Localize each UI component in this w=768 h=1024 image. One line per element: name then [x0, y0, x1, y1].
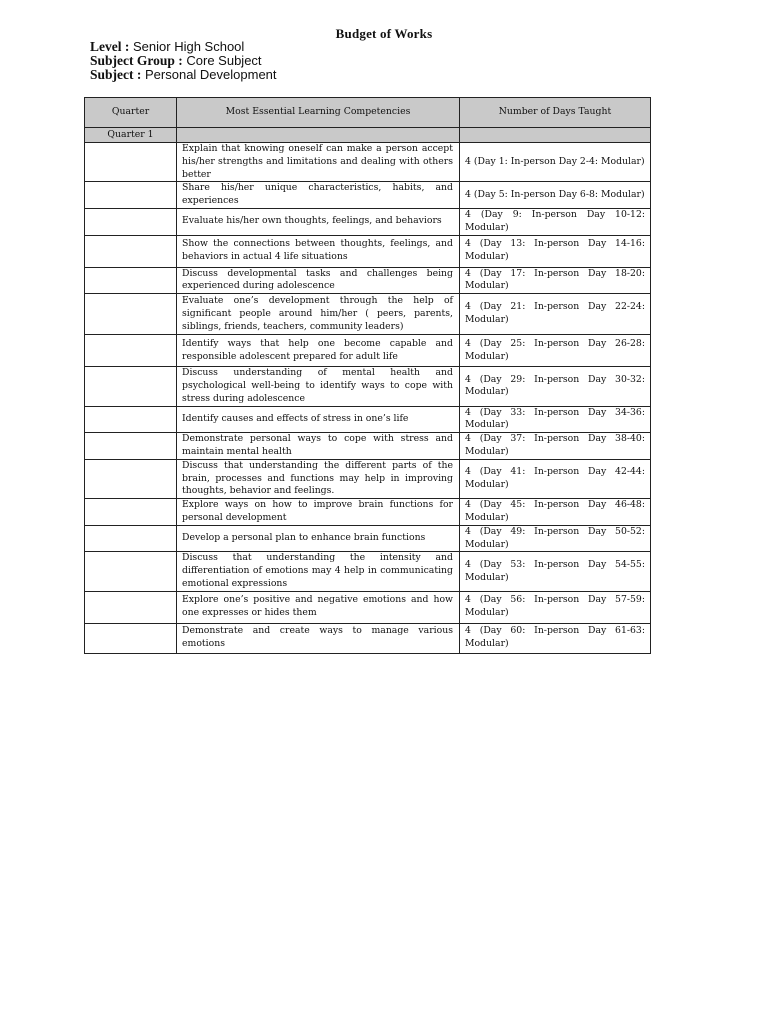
subject-group-value: Core Subject	[186, 53, 262, 68]
subject-value: Personal Development	[145, 67, 277, 82]
competency-cell: Discuss that understanding the different parts of the brain, processes and functions may help in improving thoughts, behavior and feelings.	[177, 459, 460, 498]
quarter-row-empty-cell	[460, 128, 651, 143]
quarter-row-empty-cell	[177, 128, 460, 143]
days-taught-cell: 4 (Day 13: In-person Day 14-16: Modular)	[460, 235, 651, 267]
competency-cell: Discuss developmental tasks and challenges being experienced during adolescence	[177, 267, 460, 294]
table-row	[85, 552, 651, 591]
competency-cell: Develop a personal plan to enhance brain functions	[177, 525, 460, 552]
days-taught-cell: 4 (Day 29: In-person Day 30-32: Modular)	[460, 367, 651, 406]
quarter-cell	[85, 267, 177, 294]
competency-cell: Identify ways that help one become capable and responsible adolescent prepared for adult life	[177, 335, 460, 367]
competency-cell: Share his/her unique characteristics, habits, and experiences	[177, 182, 460, 209]
level-line	[90, 40, 277, 54]
table-row	[85, 235, 651, 267]
quarter-cell	[85, 208, 177, 235]
quarter-cell	[85, 406, 177, 433]
table-row	[85, 182, 651, 209]
quarter-cell	[85, 459, 177, 498]
subject-group-line	[90, 54, 277, 68]
table-row	[85, 499, 651, 526]
days-taught-cell: 4 (Day 21: In-person Day 22-24: Modular)	[460, 294, 651, 335]
competency-cell: Demonstrate and create ways to manage various emotions	[177, 623, 460, 653]
table-header-row	[85, 98, 651, 128]
competency-cell: Evaluate his/her own thoughts, feelings, and behaviors	[177, 208, 460, 235]
table-row	[85, 525, 651, 552]
days-taught-cell: 4 (Day 45: In-person Day 46-48: Modular)	[460, 499, 651, 526]
table-row	[85, 267, 651, 294]
days-taught-cell: 4 (Day 17: In-person Day 18-20: Modular)	[460, 267, 651, 294]
competency-cell: Demonstrate personal ways to cope with stress and maintain mental health	[177, 433, 460, 460]
quarter-cell	[85, 499, 177, 526]
quarter-cell	[85, 367, 177, 406]
competency-cell: Discuss that understanding the intensity and differentiation of emotions may 4 help in communicating emotional expressions	[177, 552, 460, 591]
competency-cell: Discuss understanding of mental health and psychological well-being to identify ways to cope with stress during adolescence	[177, 367, 460, 406]
budget-of-works-table	[84, 97, 651, 654]
quarter-row	[85, 128, 651, 143]
quarter-cell	[85, 182, 177, 209]
days-taught-cell: 4 (Day 56: In-person Day 57-59: Modular)	[460, 591, 651, 623]
quarter-cell	[85, 335, 177, 367]
competency-cell: Show the connections between thoughts, feelings, and behaviors in actual 4 life situations	[177, 235, 460, 267]
table-row	[85, 459, 651, 498]
table-row	[85, 406, 651, 433]
table-row	[85, 208, 651, 235]
document-meta	[90, 40, 277, 82]
header-days-taught: Number of Days Taught	[460, 98, 651, 128]
document-title: Budget of Works	[335, 26, 433, 41]
days-taught-cell: 4 (Day 25: In-person Day 26-28: Modular)	[460, 335, 651, 367]
subject-line	[90, 68, 277, 82]
quarter-cell	[85, 552, 177, 591]
days-taught-cell: 4 (Day 60: In-person Day 61-63: Modular)	[460, 623, 651, 653]
table-row	[85, 143, 651, 182]
quarter-cell	[85, 623, 177, 653]
competency-cell: Identify causes and effects of stress in one’s life	[177, 406, 460, 433]
days-taught-cell: 4 (Day 1: In-person Day 2-4: Modular)	[460, 143, 651, 182]
quarter-cell	[85, 433, 177, 460]
table-row	[85, 591, 651, 623]
days-taught-cell: 4 (Day 33: In-person Day 34-36: Modular)	[460, 406, 651, 433]
quarter-label: Quarter 1	[85, 128, 177, 143]
competency-cell: Explain that knowing oneself can make a person accept his/her strengths and limitations and dealing with others better	[177, 143, 460, 182]
quarter-cell	[85, 525, 177, 552]
quarter-cell	[85, 294, 177, 335]
table-row	[85, 623, 651, 653]
table-row	[85, 367, 651, 406]
header-competencies: Most Essential Learning Competencies	[177, 98, 460, 128]
subject-label: Subject :	[90, 67, 142, 82]
days-taught-cell: 4 (Day 37: In-person Day 38-40: Modular)	[460, 433, 651, 460]
quarter-cell	[85, 591, 177, 623]
table-row	[85, 335, 651, 367]
days-taught-cell: 4 (Day 49: In-person Day 50-52: Modular)	[460, 525, 651, 552]
subject-group-label: Subject Group :	[90, 53, 183, 68]
quarter-cell	[85, 235, 177, 267]
days-taught-cell: 4 (Day 9: In-person Day 10-12: Modular)	[460, 208, 651, 235]
days-taught-cell: 4 (Day 41: In-person Day 42-44: Modular)	[460, 459, 651, 498]
quarter-cell	[85, 143, 177, 182]
level-value: Senior High School	[133, 39, 245, 54]
table-row	[85, 433, 651, 460]
competency-cell: Explore one’s positive and negative emotions and how one expresses or hides them	[177, 591, 460, 623]
header-quarter: Quarter	[85, 98, 177, 128]
level-label: Level :	[90, 39, 130, 54]
competency-cell: Explore ways on how to improve brain functions for personal development	[177, 499, 460, 526]
days-taught-cell: 4 (Day 53: In-person Day 54-55: Modular)	[460, 552, 651, 591]
table-row	[85, 294, 651, 335]
days-taught-cell: 4 (Day 5: In-person Day 6-8: Modular)	[460, 182, 651, 209]
competency-cell: Evaluate one’s development through the help of significant people around him/her ( peers, parents, siblings, friends, teachers, community leaders)	[177, 294, 460, 335]
